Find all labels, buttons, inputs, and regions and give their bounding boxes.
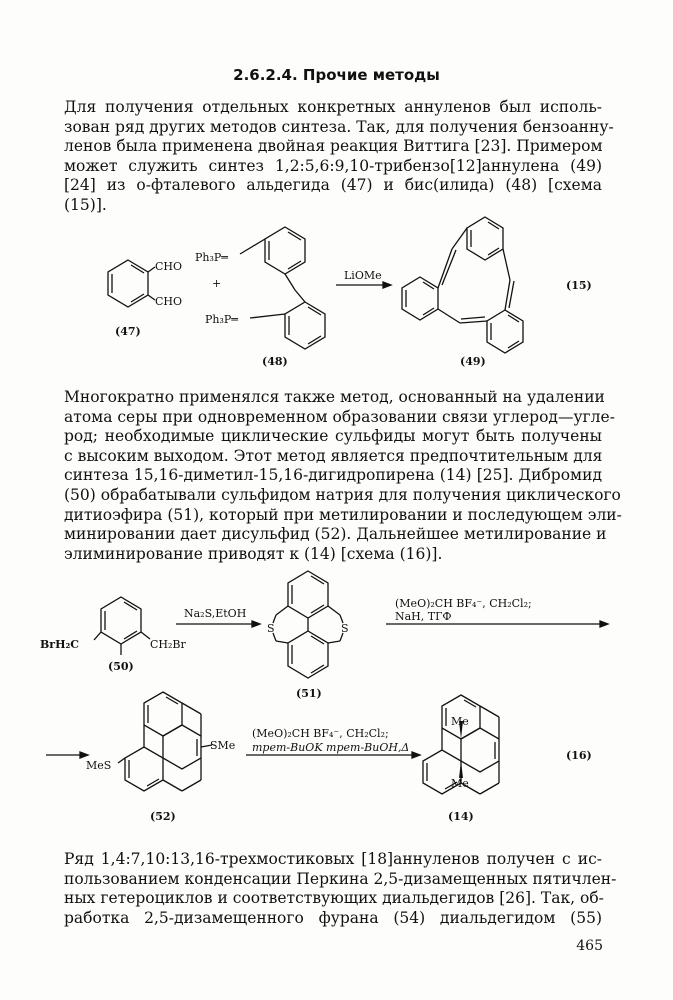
ylide-bottom: Ph₃P═ (205, 313, 238, 326)
methyl-top: Me (451, 715, 469, 728)
scheme-15-drawing (0, 205, 673, 375)
text-line: ленов была применена двойная реакция Виттига [23]. Примером (64, 137, 603, 156)
reagent-tbuok: трет-BuOK трет-BuOH,Δ (252, 741, 410, 754)
ylide-top: Ph₃P═ (195, 251, 228, 264)
brh2c-group: BrH₂C (40, 638, 80, 651)
methyl-bottom: Me (451, 777, 469, 790)
paragraph-3 (64, 850, 617, 928)
text-line: синтеза 15,16-диметил-15,16-дигидропирена (14) [25]. Дибромид (64, 466, 602, 485)
text-line: зован ряд других методов синтеза. Так, для получения бензоанну- (64, 117, 614, 136)
text-line: с высоким выходом. Этот метод является предпочтительным для (64, 446, 603, 465)
scheme-16 (0, 565, 673, 835)
compound-label-52: (52) (150, 810, 176, 823)
paragraph-2 (64, 388, 622, 564)
page-number: 465 (576, 938, 603, 954)
text-line: Для получения отдельных конкретных аннуленов был исполь- (64, 98, 602, 116)
scheme-number-16: (16) (566, 749, 592, 762)
scheme-number-15: (15) (566, 279, 592, 292)
benzene-ring-48-bottom (285, 302, 325, 349)
plus-sign: + (212, 277, 222, 290)
compound-label-49: (49) (460, 355, 486, 368)
benzene-ring-47 (108, 260, 148, 307)
dibromide-ring-50 (94, 597, 150, 655)
section-heading: 2.6.2.4. Прочие методы (233, 66, 440, 84)
scheme-15 (0, 205, 673, 375)
text-line: минировании дает дисульфид (52). Дальнейшее метилирование и (64, 525, 607, 544)
reagent-methylation-2: (MeO)₂CH BF₄⁻, CH₂Cl₂; (252, 727, 389, 740)
mes-group: MeS (86, 759, 112, 772)
text-line: ных гетероциклов и соответствующих диальдегидов [26]. Так, об- (64, 889, 604, 908)
tribenzoannulene-49 (402, 217, 523, 353)
text-line: (15)]. (64, 195, 107, 214)
paragraph-1 (64, 98, 614, 216)
text-line: работка 2,5-дизамещенного фурана (54) диальдегидом (55) (64, 908, 602, 927)
text-line: дитиоэфира (51), который при метилировании и последующем эли- (64, 505, 622, 524)
text-line: род; необходимые циклические сульфиды могут быть получены (64, 427, 602, 446)
text-line: атома серы при одновременном образовании связи углерод—угле- (64, 407, 615, 426)
compound-label-51: (51) (296, 687, 322, 700)
text-line: элиминирование приводят к (14) [схема (16)]. (64, 544, 443, 563)
compound-label-47: (47) (115, 325, 141, 338)
sulfur-right: S (341, 622, 349, 635)
cho-group-bottom: CHO (155, 295, 183, 308)
sme-group: SMe (210, 739, 236, 752)
ch2br-group: CH₂Br (150, 638, 186, 651)
compound-label-48: (48) (262, 355, 288, 368)
arrow-reagent-limoe: LiOMe (344, 269, 382, 282)
wedge-bond-bottom (459, 761, 463, 778)
dithia-cyclophane-51 (273, 571, 343, 678)
reagent-nah: NaH, ТГФ (395, 610, 452, 623)
text-line: Ряд 1,4:7,10:13,16-трехмостиковых [18]аннуленов получен с ис- (64, 850, 602, 868)
text-line: Многократно применялся также метод, основанный на удалении (64, 388, 605, 406)
scheme-16-drawing (0, 565, 673, 835)
text-line: может служить синтез 1,2:5,6:9,10-трибензо[12]аннулена (49) (64, 156, 602, 175)
compound-label-50: (50) (108, 660, 134, 673)
reagent-methylation-1: (MeO)₂CH BF₄⁻, CH₂Cl₂; (395, 597, 532, 610)
cho-group-top: CHO (155, 260, 183, 273)
disulfide-52 (118, 692, 212, 791)
text-line: [24] из о-фталевого альдегида (47) и бис(илида) (48) [схема (64, 176, 602, 195)
sulfur-left: S (267, 622, 275, 635)
text-line: пользованием конденсации Перкина 2,5-дизамещенных пятичлен- (64, 869, 617, 888)
text-line: (50) обрабатывали сульфидом натрия для получения циклического (64, 485, 621, 504)
reagent-na2s: Na₂S,EtOH (184, 607, 247, 620)
compound-label-14: (14) (448, 810, 474, 823)
benzene-ring-48-top (265, 227, 305, 274)
